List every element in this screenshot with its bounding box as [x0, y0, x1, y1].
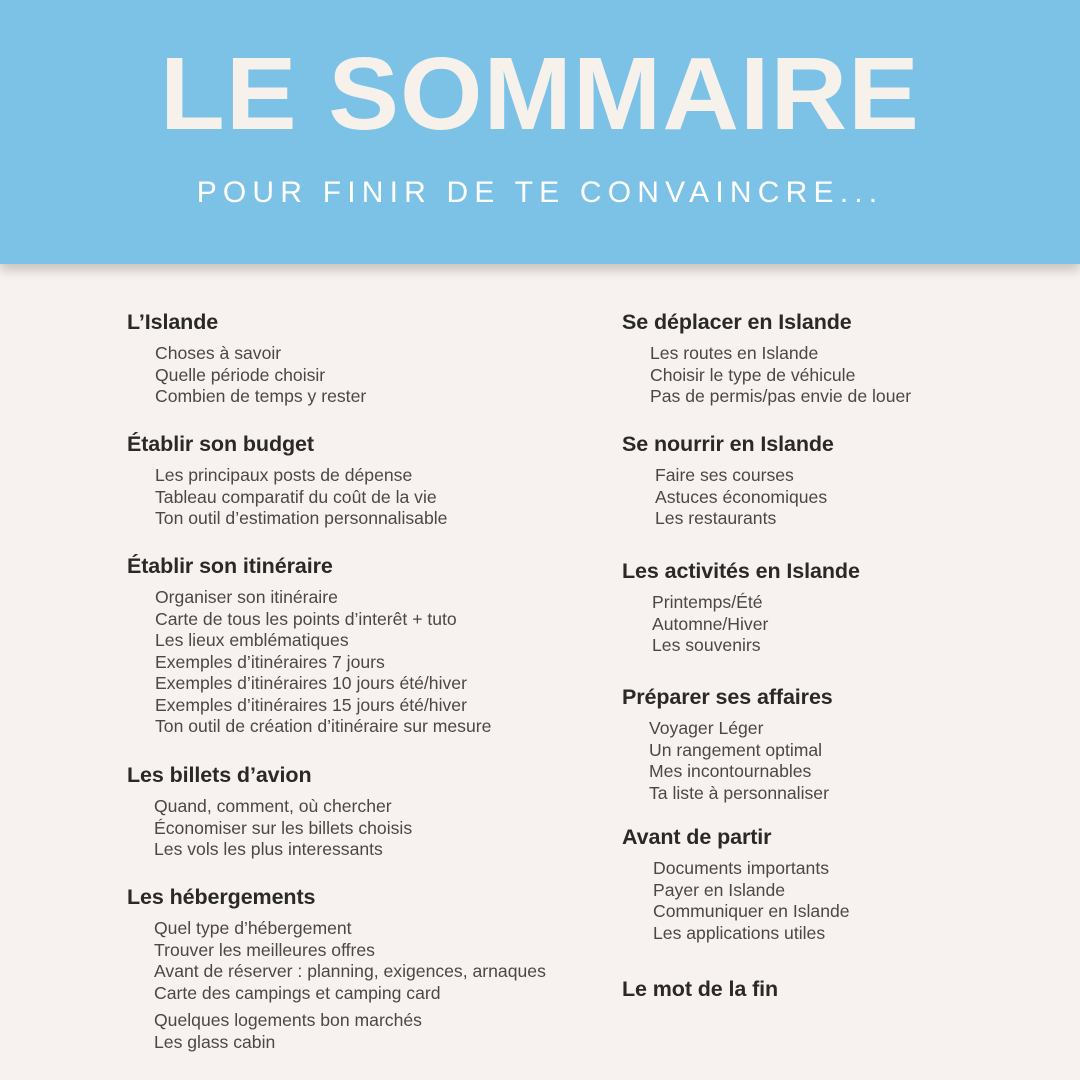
toc-item-list	[127, 918, 546, 1053]
toc-section-title[interactable]: Établir son itinéraire	[127, 554, 333, 578]
toc-item[interactable]: Ton outil d’estimation personnalisable	[155, 508, 448, 528]
table-of-contents	[0, 264, 1080, 1080]
toc-item[interactable]: Payer en Islande	[653, 879, 786, 900]
toc-section-title[interactable]: Préparer ses affaires	[622, 685, 833, 709]
toc-section-les-hebergements	[127, 884, 546, 1053]
toc-section-title[interactable]: Se déplacer en Islande	[622, 310, 852, 334]
toc-item[interactable]: Carte de tous les points d’interêt + tuto	[155, 608, 457, 629]
toc-item-list	[622, 343, 911, 408]
toc-item-list	[622, 465, 834, 530]
toc-section-se-nourrir-en-islande	[622, 431, 834, 530]
toc-item[interactable]: Les restaurants	[655, 508, 777, 528]
toc-item-list	[622, 592, 860, 657]
toc-item-list	[622, 858, 850, 944]
toc-item[interactable]: Exemples d’itinéraires 15 jours été/hiver	[155, 694, 467, 715]
toc-item[interactable]: Trouver les meilleures offres	[154, 939, 375, 960]
toc-item[interactable]: Économiser sur les billets choisis	[154, 817, 413, 838]
toc-section-avant-de-partir	[622, 824, 850, 944]
toc-item[interactable]: Quand, comment, où chercher	[154, 796, 392, 816]
toc-item[interactable]: Quelle période choisir	[155, 364, 326, 385]
toc-section-etablir-son-budget	[127, 431, 447, 530]
toc-item[interactable]: Choses à savoir	[155, 343, 282, 363]
header-band	[0, 0, 1080, 264]
toc-item[interactable]: Les applications utiles	[653, 922, 826, 943]
toc-section-les-activites-en-islande	[622, 558, 860, 657]
toc-item-list	[622, 718, 833, 804]
toc-item[interactable]: Les routes en Islande	[650, 343, 819, 363]
toc-section-se-deplacer-en-islande	[622, 309, 911, 408]
toc-section-title[interactable]: Le mot de la fin	[622, 977, 779, 1001]
toc-section-title[interactable]: Établir son budget	[127, 432, 314, 456]
toc-item[interactable]: Tableau comparatif du coût de la vie	[155, 486, 437, 507]
toc-item[interactable]: Les glass cabin	[154, 1031, 276, 1052]
toc-section-title[interactable]: Les activités en Islande	[622, 559, 860, 583]
toc-section-title[interactable]: Se nourrir en Islande	[622, 432, 834, 456]
toc-item[interactable]: Ta liste à personnaliser	[649, 782, 829, 803]
toc-item[interactable]: Ton outil de création d’itinéraire sur mesure	[155, 716, 492, 736]
toc-item[interactable]: Carte des campings et camping card	[154, 982, 441, 1003]
toc-item-list	[127, 796, 412, 861]
toc-item[interactable]: Astuces économiques	[655, 486, 828, 507]
toc-section-le-mot-de-la-fin	[622, 976, 778, 1002]
toc-item[interactable]: Faire ses courses	[655, 465, 794, 485]
toc-section-title[interactable]: Les hébergements	[127, 885, 316, 909]
toc-section-title[interactable]: L’Islande	[127, 310, 219, 334]
toc-item[interactable]: Printemps/Été	[652, 592, 763, 612]
toc-section-les-billets-d-avion	[127, 762, 412, 861]
toc-item[interactable]: Combien de temps y rester	[155, 386, 367, 406]
toc-item[interactable]: Les vols les plus interessants	[154, 839, 383, 859]
toc-item[interactable]: Mes incontournables	[649, 761, 812, 781]
toc-item[interactable]: Quelques logements bon marchés	[154, 1010, 422, 1030]
toc-item[interactable]: Choisir le type de véhicule	[650, 364, 856, 385]
toc-item[interactable]: Avant de réserver : planning, exigences, arnaques	[154, 961, 546, 981]
toc-item[interactable]: Exemples d’itinéraires 10 jours été/hiver	[155, 673, 467, 693]
toc-section-title[interactable]: Les billets d’avion	[127, 763, 312, 787]
page-title: LE SOMMAIRE	[160, 36, 920, 151]
toc-item-list	[127, 587, 491, 738]
page-subtitle: POUR FINIR DE TE CONVAINCRE...	[196, 176, 884, 209]
toc-item[interactable]: Les souvenirs	[652, 635, 761, 655]
toc-item-list	[127, 343, 366, 408]
toc-item[interactable]: Organiser son itinéraire	[155, 587, 338, 607]
toc-section-preparer-ses-affaires	[622, 684, 833, 804]
toc-item[interactable]: Communiquer en Islande	[653, 901, 850, 921]
toc-item[interactable]: Un rangement optimal	[649, 739, 823, 760]
toc-item[interactable]: Pas de permis/pas envie de louer	[650, 386, 912, 406]
toc-item[interactable]: Voyager Léger	[649, 718, 764, 738]
toc-section-l-islande	[127, 309, 366, 408]
toc-item[interactable]: Les principaux posts de dépense	[155, 465, 413, 485]
toc-item[interactable]: Automne/Hiver	[652, 613, 769, 634]
toc-item[interactable]: Documents importants	[653, 858, 830, 878]
toc-item[interactable]: Quel type d’hébergement	[154, 918, 352, 938]
toc-section-etablir-son-itineraire	[127, 553, 491, 738]
toc-section-title[interactable]: Avant de partir	[622, 825, 772, 849]
toc-item[interactable]: Les lieux emblématiques	[155, 630, 349, 650]
toc-item[interactable]: Exemples d’itinéraires 7 jours	[155, 651, 385, 672]
toc-item-list	[127, 465, 447, 530]
